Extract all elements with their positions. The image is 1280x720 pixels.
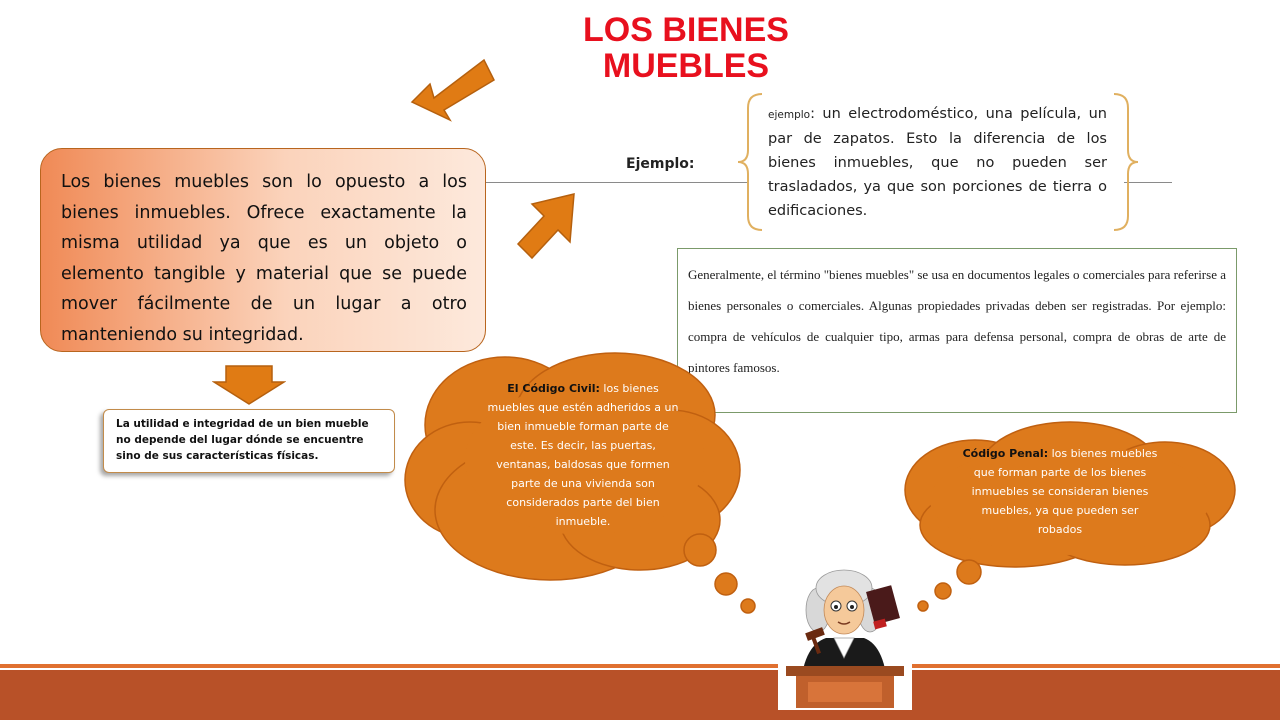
page-title bbox=[540, 12, 832, 84]
arrow-up-left-icon bbox=[400, 58, 496, 122]
penal-code-body: los bienes muebles que forman parte de los bienes inmuebles se consideran bienes muebles, ya que pueden ser robados bbox=[971, 447, 1158, 536]
example-text bbox=[768, 102, 1107, 223]
definition-box bbox=[40, 148, 486, 352]
definition-text: Los bienes muebles son lo opuesto a los bienes inmuebles. Ofrece exactamente la misma utilidad ya que es un objeto o elemento tangible y material que se puede mover fácilmente de un lugar a otro manteniendo su integridad. bbox=[61, 172, 467, 345]
title-line-1: LOS BIENES bbox=[583, 11, 789, 49]
utility-note-text: La utilidad e integridad de un bien mueble no depende del lugar dónde se encuentre sino de sus características físicas. bbox=[116, 418, 369, 462]
judge-icon bbox=[778, 566, 912, 710]
floor-band bbox=[0, 670, 1280, 720]
arrow-down-icon bbox=[212, 364, 286, 406]
right-brace-icon bbox=[1110, 92, 1140, 232]
penal-code-label: Código Penal: bbox=[962, 447, 1049, 460]
example-body: : un electrodoméstico, una película, un par de zapatos. Esto la diferencia de los bienes inmuebles, que no pueden ser trasladados, ya que son porciones de tierra o edificaciones. bbox=[768, 106, 1107, 219]
general-info-text: Generalmente, el término "bienes muebles" se usa en documentos legales o comerciales para referirse a bienes personales o comerciales. Algunas propiedades privadas deben ser registradas. Por ejemplo: compra de vehículos de cualquier tipo, armas para defensa personal, compra de obras de arte de pintores famosos. bbox=[688, 267, 1226, 375]
utility-note-box bbox=[103, 409, 395, 473]
title-line-2: MUEBLES bbox=[602, 47, 770, 85]
connector-line bbox=[486, 182, 748, 183]
penal-code-text bbox=[958, 444, 1162, 539]
example-lead: ejemplo bbox=[768, 109, 811, 121]
civil-code-body: los bienes muebles que estén adheridos a un bien inmueble forman parte de este. Es decir, las puertas, ventanas, baldosas que formen parte de una vivienda son considerados parte del bien inmueble. bbox=[487, 382, 679, 528]
civil-code-label: El Código Civil: bbox=[507, 382, 600, 395]
left-brace-icon bbox=[736, 92, 766, 232]
example-label: Ejemplo: bbox=[626, 156, 695, 172]
floor-stripe bbox=[0, 664, 1280, 668]
arrow-up-right-icon bbox=[514, 190, 580, 262]
civil-code-text bbox=[483, 379, 683, 531]
